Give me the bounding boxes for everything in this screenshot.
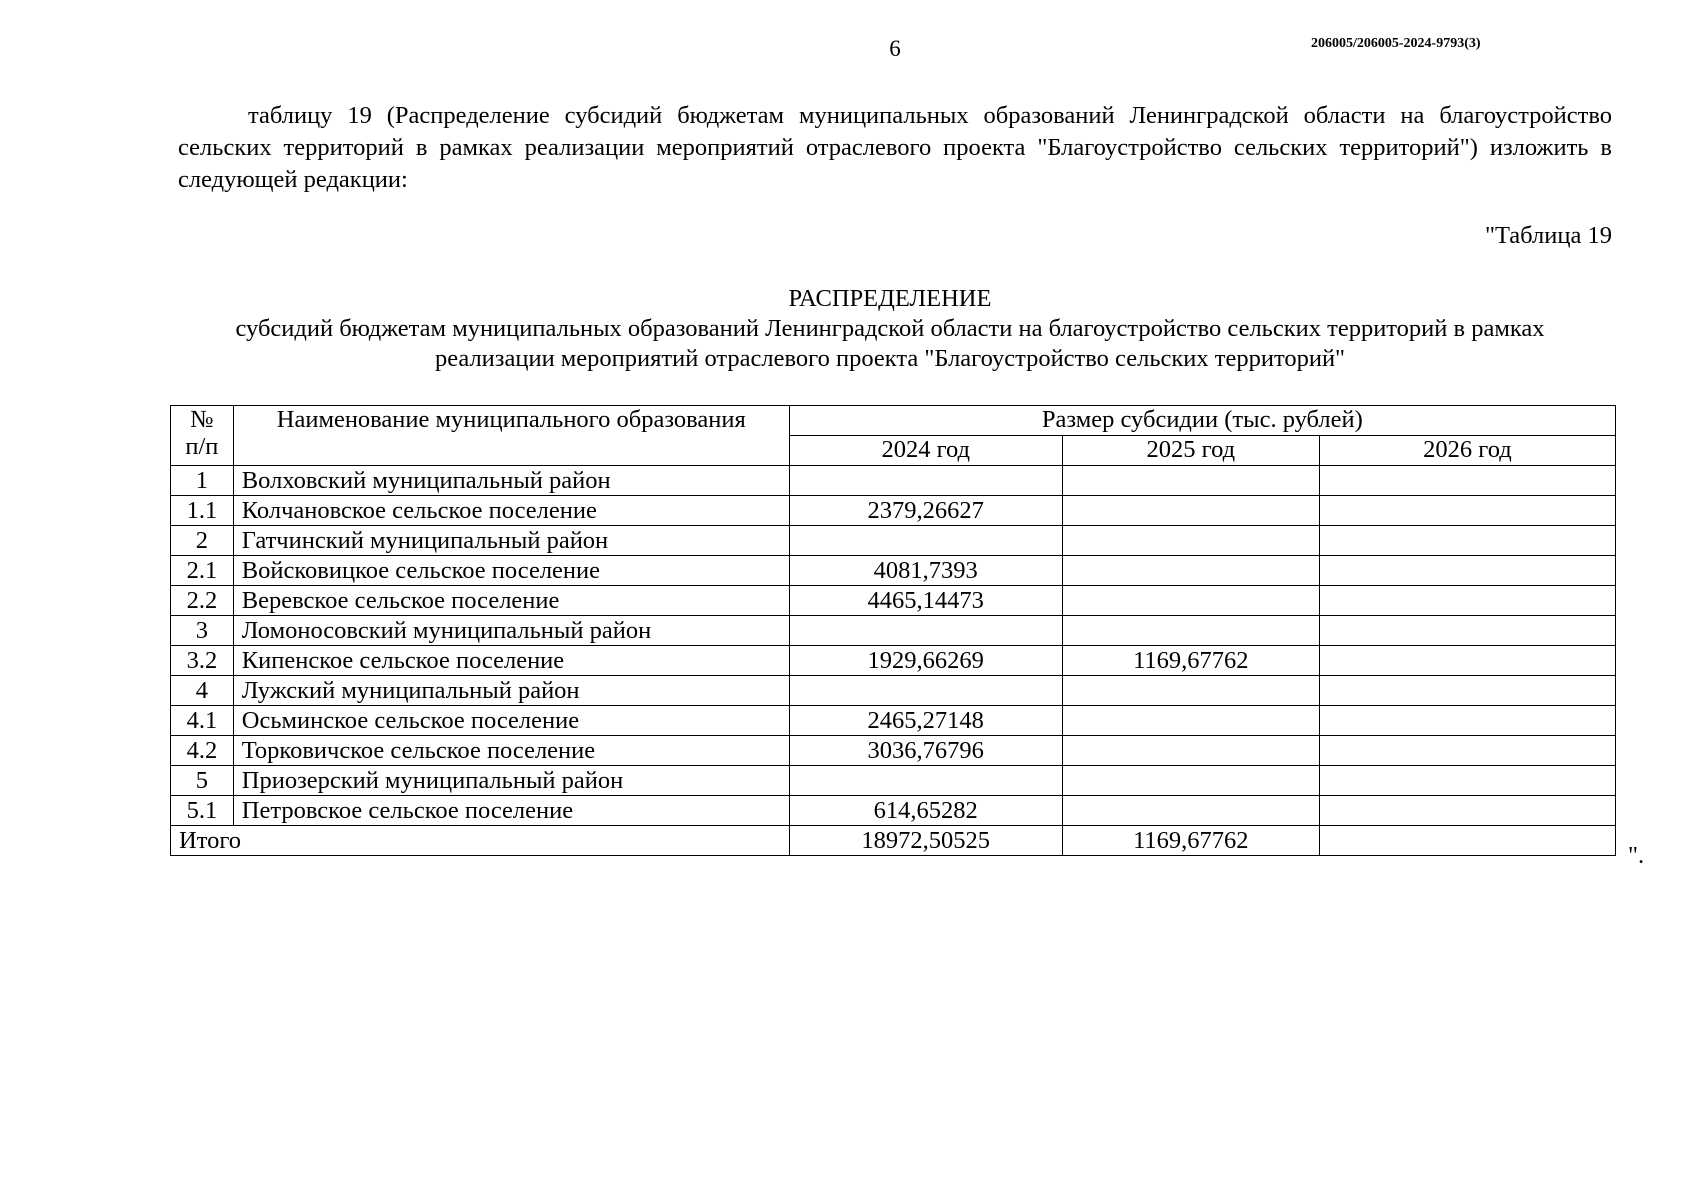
document-id: 206005/206005-2024-9793(3) (1311, 36, 1481, 51)
row-2026 (1319, 466, 1615, 496)
row-2024: 4081,7393 (789, 556, 1062, 586)
table-row (171, 496, 1616, 526)
header-2024: 2024 год (789, 436, 1062, 466)
closing-quote: ". (1628, 842, 1645, 869)
row-2026 (1319, 766, 1615, 796)
row-name: Колчановское сельское поселение (233, 496, 789, 526)
row-name: Лужский муниципальный район (233, 676, 789, 706)
row-number: 5.1 (171, 796, 234, 826)
table-row (171, 766, 1616, 796)
total-row (171, 826, 1616, 856)
row-number: 4 (171, 676, 234, 706)
row-2024: 2379,26627 (789, 496, 1062, 526)
row-2026 (1319, 556, 1615, 586)
row-2025 (1062, 556, 1319, 586)
row-2024: 3036,76796 (789, 736, 1062, 766)
row-2024 (789, 616, 1062, 646)
table-row (171, 736, 1616, 766)
row-number: 4.1 (171, 706, 234, 736)
row-number: 1 (171, 466, 234, 496)
row-2025 (1062, 466, 1319, 496)
table-row (171, 796, 1616, 826)
table-row (171, 616, 1616, 646)
row-name: Приозерский муниципальный район (233, 766, 789, 796)
row-2026 (1319, 706, 1615, 736)
header-number (171, 406, 234, 466)
row-number: 2.1 (171, 556, 234, 586)
row-2026 (1319, 796, 1615, 826)
heading-subtitle: субсидий бюджетам муниципальных образований Ленинградской области на благоустройство сельских территорий в рамках реализации мероприятий отраслевого проекта "Благоустройство сельских территорий" (235, 315, 1545, 372)
row-2026 (1319, 676, 1615, 706)
row-2026 (1319, 496, 1615, 526)
table-heading (200, 284, 1580, 374)
table-row (171, 706, 1616, 736)
total-2026 (1319, 826, 1615, 856)
header-2025: 2025 год (1062, 436, 1319, 466)
total-2025: 1169,67762 (1062, 826, 1319, 856)
row-number: 5 (171, 766, 234, 796)
header-name: Наименование муниципального образования (233, 406, 789, 466)
row-name: Гатчинский муниципальный район (233, 526, 789, 556)
row-number: 2 (171, 526, 234, 556)
row-2024 (789, 526, 1062, 556)
row-2024: 614,65282 (789, 796, 1062, 826)
table-row (171, 676, 1616, 706)
row-2026 (1319, 736, 1615, 766)
row-number: 2.2 (171, 586, 234, 616)
row-2025 (1062, 616, 1319, 646)
row-2026 (1319, 526, 1615, 556)
row-2024 (789, 466, 1062, 496)
row-2025 (1062, 706, 1319, 736)
table-header-row (171, 406, 1616, 436)
row-number: 3 (171, 616, 234, 646)
total-2024: 18972,50525 (789, 826, 1062, 856)
row-2024: 1929,66269 (789, 646, 1062, 676)
row-name: Кипенское сельское поселение (233, 646, 789, 676)
header-2026: 2026 год (1319, 436, 1615, 466)
heading-title: РАСПРЕДЕЛЕНИЕ (788, 285, 992, 312)
row-name: Торковичское сельское поселение (233, 736, 789, 766)
header-number-line1: № (190, 406, 214, 433)
row-name: Петровское сельское поселение (233, 796, 789, 826)
intro-paragraph: таблицу 19 (Распределение субсидий бюджетам муниципальных образований Ленинградской области на благоустройство сельских территорий в рамках реализации мероприятий отраслевого проекта "Благоустройство сельских территорий") изложить в следующей редакции: (178, 102, 1612, 193)
row-number: 4.2 (171, 736, 234, 766)
row-2025 (1062, 796, 1319, 826)
table-row (171, 586, 1616, 616)
row-2025 (1062, 676, 1319, 706)
row-2025 (1062, 736, 1319, 766)
row-2025 (1062, 766, 1319, 796)
header-number-line2: п/п (185, 433, 219, 460)
row-number: 3.2 (171, 646, 234, 676)
row-2026 (1319, 586, 1615, 616)
row-name: Осьминское сельское поселение (233, 706, 789, 736)
row-2024: 2465,27148 (789, 706, 1062, 736)
row-name: Волховский муниципальный район (233, 466, 789, 496)
row-2024 (789, 676, 1062, 706)
row-name: Ломоносовский муниципальный район (233, 616, 789, 646)
table-row (171, 556, 1616, 586)
table-row (171, 466, 1616, 496)
row-2025 (1062, 496, 1319, 526)
row-2025: 1169,67762 (1062, 646, 1319, 676)
table-row (171, 526, 1616, 556)
row-2026 (1319, 646, 1615, 676)
subsidy-distribution-table (170, 405, 1616, 856)
row-2025 (1062, 586, 1319, 616)
total-label: Итого (171, 826, 790, 856)
row-2024 (789, 766, 1062, 796)
row-2025 (1062, 526, 1319, 556)
row-2026 (1319, 616, 1615, 646)
header-subsidy: Размер субсидии (тыс. рублей) (789, 406, 1615, 436)
table-row (171, 646, 1616, 676)
table-label: "Таблица 19 (1484, 222, 1612, 249)
row-number: 1.1 (171, 496, 234, 526)
row-2024: 4465,14473 (789, 586, 1062, 616)
page-number: 6 (889, 36, 901, 61)
row-name: Войсковицкое сельское поселение (233, 556, 789, 586)
row-name: Веревское сельское поселение (233, 586, 789, 616)
